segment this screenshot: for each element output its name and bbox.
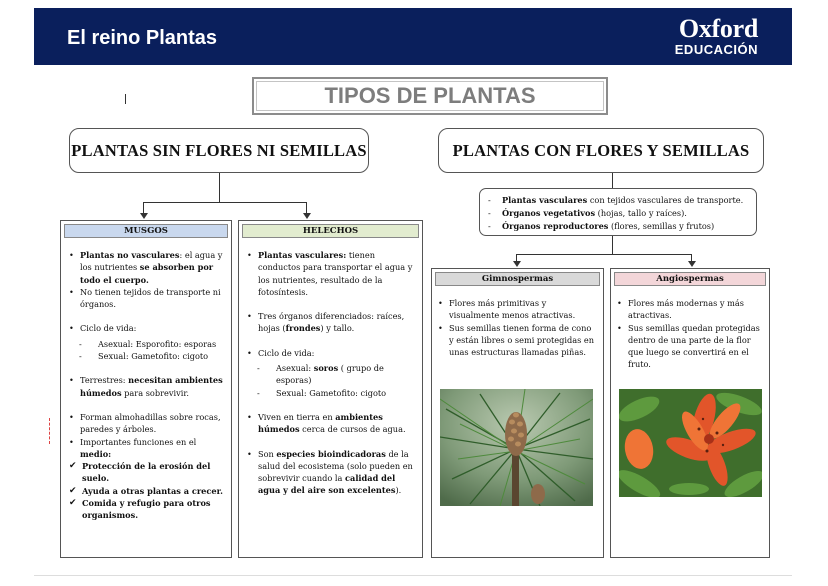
musgos-cycle-2: Sexual: Gametofito: cigoto [98, 351, 209, 362]
bullet-icon: • [247, 411, 252, 422]
bullet-icon: • [69, 411, 74, 422]
angiospermas-header: Angiospermas [614, 272, 766, 286]
list-item [247, 387, 418, 399]
list-item [69, 485, 227, 497]
list-item [438, 297, 595, 322]
feature-item [488, 207, 748, 220]
list-item [438, 322, 595, 359]
header-bar [34, 8, 792, 65]
list-item [617, 297, 763, 322]
category-flowers-label: PLANTAS CON FLORES Y SEMILLAS [452, 140, 750, 160]
bullet-icon: • [438, 322, 443, 333]
musgos-b1-text: : el agua y los nutrientes [80, 250, 223, 273]
angiospermas-b2: Sus semillas quedan protegidas dentro de una parte de la flor que luego se convertirá en el fruto. [628, 322, 760, 370]
bullet-icon: • [617, 322, 622, 333]
gimnospermas-b2: Sus semillas tienen forma de cono y están libres o semi protegidas en unas estructuras llamadas piñas. [449, 322, 595, 358]
connector-line [612, 236, 613, 254]
list-item [247, 310, 418, 335]
angiospermas-b1: Flores más modernas y más atractivas. [628, 298, 744, 321]
bullet-icon: • [247, 311, 252, 322]
arrow-down-icon [513, 261, 521, 267]
feature-bold: Órganos reproductores [502, 221, 609, 231]
musgos-check-1: Protección de la erosión del suelo. [82, 461, 211, 484]
feature-marker: - [488, 208, 491, 218]
helechos-b3-text: Viven en tierra en [258, 411, 336, 422]
helechos-b4-post: ). [395, 485, 402, 496]
selection-mark [49, 418, 50, 444]
feature-rest: (hojas, tallo y raíces). [595, 208, 687, 218]
page-divider [34, 575, 792, 576]
helechos-body [247, 249, 418, 497]
musgos-b4: Forman almohadillas sobre rocas, paredes y árboles. [80, 411, 221, 435]
main-title-frame [256, 81, 604, 111]
musgos-b5-bold: medio: [80, 448, 112, 459]
bullet-icon: • [69, 286, 74, 297]
gimnospermas-header: Gimnospermas [435, 272, 600, 286]
flowering-features-box [479, 188, 757, 236]
header-accent [776, 60, 792, 65]
bullet-icon: • [69, 436, 74, 447]
list-item [69, 249, 227, 286]
helechos-b2-text: Tres órganos diferenciados: raíces, hojas ( [258, 311, 405, 334]
feature-bold: Órganos vegetativos [502, 208, 596, 218]
category-no-flowers-label: PLANTAS SIN FLORES NI SEMILLAS [71, 140, 367, 160]
arrow-down-icon [688, 261, 696, 267]
bullet-icon: • [247, 347, 252, 358]
brand-logo-sub: EDUCACIÓN [674, 42, 758, 57]
list-item [69, 338, 227, 350]
helechos-b4-bold2: calidad del agua y del aire son excelentes [258, 473, 396, 496]
helechos-cycle-label: Ciclo de vida: [258, 347, 315, 358]
list-item [69, 286, 227, 311]
list-item [69, 497, 227, 522]
musgos-check-3: Comida y refugio para otros organismos. [82, 498, 211, 521]
list-item [69, 436, 227, 461]
helechos-header: HELECHOS [242, 224, 419, 238]
connector-line [143, 202, 307, 203]
check-icon: ✔ [69, 485, 77, 496]
helechos-b2-bold: frondes [285, 323, 321, 334]
helechos-b1-bold: Plantas vasculares: [258, 250, 347, 260]
musgos-b2: No tienen tejidos de transporte ni órganos. [80, 286, 221, 310]
musgos-b3-text: Terrestres: [80, 375, 129, 386]
musgos-b1-bold: Plantas no vasculares [80, 250, 180, 260]
feature-rest: con tejidos vasculares de transporte. [587, 195, 744, 205]
musgos-b3-bold: necesitan ambientes húmedos [80, 375, 223, 398]
helechos-panel [238, 220, 423, 558]
arrow-down-icon [303, 213, 311, 219]
check-icon: ✔ [69, 461, 77, 472]
musgos-b5-text: Importantes funciones en el [80, 436, 197, 447]
angiospermas-body [617, 297, 763, 371]
lily-image [619, 389, 762, 497]
list-item [69, 322, 227, 334]
page-title: El reino Plantas [67, 27, 218, 49]
main-title-box [252, 77, 608, 115]
list-item [69, 411, 227, 436]
helechos-b4-bold: especies bioindicadoras [276, 448, 386, 459]
list-item [69, 460, 227, 485]
feature-marker: - [488, 221, 491, 231]
feature-text [502, 207, 687, 220]
connector-line [612, 173, 613, 188]
bullet-icon: • [69, 323, 74, 334]
list-item [617, 322, 763, 371]
list-item [247, 347, 418, 359]
connector-line [516, 254, 692, 255]
list-item [247, 249, 418, 298]
musgos-panel [60, 220, 232, 558]
category-flowers [438, 128, 764, 173]
feature-text [502, 220, 714, 233]
check-icon: ✔ [69, 498, 77, 509]
bullet-icon: • [438, 298, 443, 308]
helechos-cycle-1-post: ( grupo de esporas) [276, 363, 384, 386]
gimnospermas-body [438, 297, 595, 358]
dash-marker: - [79, 351, 82, 362]
brand-logo-name: Oxford [678, 14, 758, 43]
helechos-b4-mid: de la salud del ecosistema (solo pueden en sobrevivir cuando la [258, 448, 413, 484]
bullet-icon: • [617, 298, 622, 308]
dash-marker: - [79, 338, 82, 349]
text-cursor [125, 94, 126, 104]
musgos-b1-bold2: se absorben por todo el cuerpo. [80, 262, 214, 285]
musgos-cycle-label: Ciclo de vida: [80, 323, 137, 334]
bullet-icon: • [247, 250, 252, 260]
dash-marker: - [257, 387, 260, 398]
gimnospermas-b1: Flores más primitivas y visualmente menos atractivas. [449, 298, 576, 321]
connector-line [219, 173, 220, 202]
bullet-icon: • [247, 448, 252, 459]
musgos-check-2: Ayuda a otras plantas a crecer. [82, 485, 223, 496]
helechos-cycle-1-bold: soros [313, 363, 339, 374]
list-item [69, 374, 227, 399]
list-item [247, 362, 418, 387]
category-no-flowers [69, 128, 369, 173]
feature-item [488, 194, 748, 207]
feature-item [488, 220, 748, 233]
helechos-b3-post: cerca de cursos de agua. [299, 424, 406, 435]
arrow-down-icon [140, 213, 148, 219]
main-title: TIPOS DE PLANTAS [324, 83, 536, 108]
helechos-b2-post: ) y tallo. [320, 323, 355, 334]
helechos-b3-bold: ambientes húmedos [258, 411, 383, 435]
feature-rest: (flores, semillas y frutos) [608, 221, 715, 231]
bullet-icon: • [69, 250, 74, 260]
list-item [247, 411, 418, 436]
feature-text [502, 194, 743, 207]
musgos-b3-post: para sobrevivir. [121, 387, 189, 398]
pine-cone-photo [440, 389, 593, 506]
musgos-header: MUSGOS [64, 224, 228, 238]
list-item [247, 448, 418, 497]
helechos-b1-text: tienen conductos para transportar el agua y los nutrientes, resultado de la fotosíntesis. [258, 250, 413, 297]
helechos-b4-text: Son [258, 448, 277, 459]
feature-marker: - [488, 195, 491, 205]
pine-cone-image [440, 389, 593, 506]
musgos-cycle-1: Asexual: Esporofito: esporas [98, 338, 217, 349]
bullet-icon: • [69, 375, 74, 386]
helechos-cycle-2: Sexual: Gametofito: cigoto [276, 387, 387, 398]
musgos-body [69, 249, 227, 522]
list-item [69, 350, 227, 362]
helechos-cycle-1-text: Asexual: [276, 363, 314, 374]
lily-photo [619, 389, 762, 497]
dash-marker: - [257, 363, 260, 374]
feature-bold: Plantas vasculares [502, 195, 588, 205]
